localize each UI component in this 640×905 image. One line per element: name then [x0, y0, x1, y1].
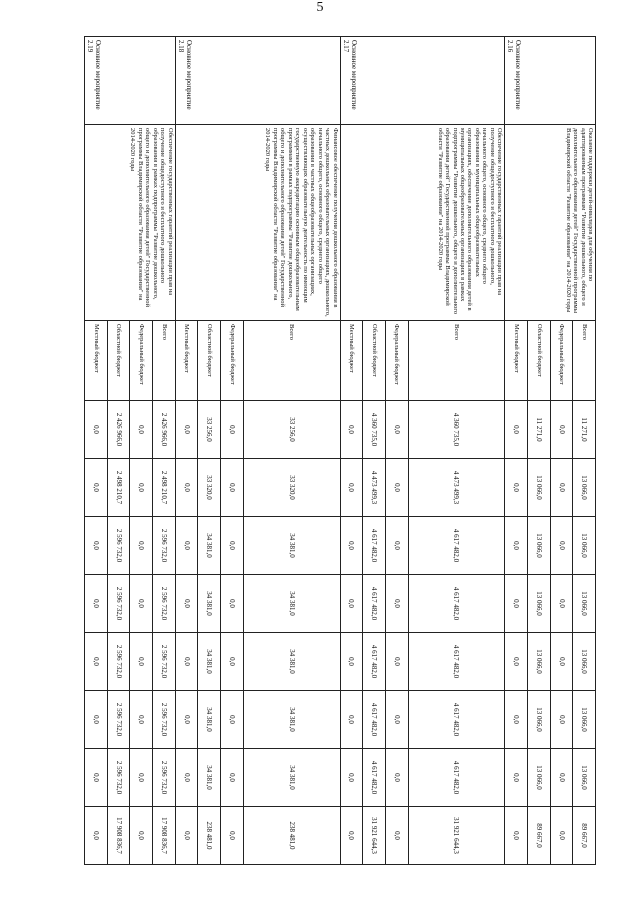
measure-name: Обеспечение государственных гарантий реализации прав на получение общедоступного и бесплатного дошкольного образования в рамках подпрограммы "Развитие дошкольного, общего и дополнительного образования детей" Государственной программы Владимирской области "Развитие образования" на 2014-2020 годы — [85, 125, 176, 321]
year-value-cell: 0,0 — [550, 459, 573, 517]
year-value-cell: 13 066,0 — [528, 691, 551, 749]
year-value-cell: 13 066,0 — [528, 459, 551, 517]
total-cell: 31 921 644,3 — [363, 807, 386, 865]
year-value-cell: 0,0 — [175, 749, 198, 807]
year-value-cell: 0,0 — [550, 401, 573, 459]
year-value-cell: 34 381,0 — [198, 749, 221, 807]
year-value-cell: 4 617 482,0 — [363, 691, 386, 749]
year-value-cell: 34 381,0 — [198, 691, 221, 749]
year-value-cell: 0,0 — [221, 691, 244, 749]
year-value-cell: 0,0 — [221, 575, 244, 633]
year-value-cell: 0,0 — [175, 575, 198, 633]
year-value-cell: 0,0 — [85, 517, 108, 575]
year-value-cell: 34 381,0 — [243, 749, 340, 807]
total-cell: 0,0 — [340, 807, 363, 865]
year-value-cell: 34 381,0 — [243, 691, 340, 749]
funding-source: Областной бюджет — [107, 321, 130, 401]
year-value-cell: 0,0 — [130, 633, 153, 691]
year-value-cell: 0,0 — [385, 633, 408, 691]
total-cell: 0,0 — [175, 807, 198, 865]
year-value-cell: 0,0 — [130, 691, 153, 749]
funding-source: Федеральный бюджет — [550, 321, 573, 401]
year-value-cell: 4 617 482,0 — [408, 575, 505, 633]
year-value-cell: 0,0 — [85, 575, 108, 633]
year-value-cell: 4 617 482,0 — [363, 749, 386, 807]
funding-source: Всего — [153, 321, 176, 401]
year-value-cell: 34 381,0 — [243, 517, 340, 575]
year-value-cell: 13 066,0 — [573, 633, 596, 691]
table-row — [243, 37, 340, 865]
year-value-cell: 0,0 — [175, 517, 198, 575]
year-value-cell: 13 066,0 — [573, 749, 596, 807]
year-value-cell: 33 320,0 — [198, 459, 221, 517]
year-value-cell: 13 066,0 — [528, 633, 551, 691]
year-value-cell: 0,0 — [550, 517, 573, 575]
year-value-cell: 33 256,0 — [243, 401, 340, 459]
funding-source: Областной бюджет — [363, 321, 386, 401]
year-value-cell: 4 360 735,0 — [363, 401, 386, 459]
year-value-cell: 4 617 482,0 — [363, 575, 386, 633]
year-value-cell: 11 271,0 — [573, 401, 596, 459]
total-cell: 0,0 — [505, 807, 528, 865]
year-value-cell: 0,0 — [505, 749, 528, 807]
year-value-cell: 2 596 732,0 — [107, 517, 130, 575]
year-value-cell: 0,0 — [130, 575, 153, 633]
year-value-cell: 0,0 — [385, 691, 408, 749]
measure-code: Основное мероприятие 2.19 — [85, 37, 176, 125]
year-value-cell: 0,0 — [505, 691, 528, 749]
year-value-cell: 0,0 — [221, 749, 244, 807]
year-value-cell: 0,0 — [385, 401, 408, 459]
year-value-cell: 4 473 499,3 — [363, 459, 386, 517]
year-value-cell: 13 066,0 — [573, 517, 596, 575]
year-value-cell: 0,0 — [505, 633, 528, 691]
year-value-cell: 4 617 482,0 — [408, 517, 505, 575]
year-value-cell: 34 381,0 — [198, 575, 221, 633]
year-value-cell: 13 066,0 — [573, 575, 596, 633]
year-value-cell: 34 381,0 — [243, 633, 340, 691]
year-value-cell: 34 381,0 — [198, 633, 221, 691]
year-value-cell: 2 426 966,0 — [107, 401, 130, 459]
funding-source: Областной бюджет — [198, 321, 221, 401]
year-value-cell: 0,0 — [340, 575, 363, 633]
year-value-cell: 0,0 — [175, 691, 198, 749]
year-value-cell: 2 498 210,7 — [153, 459, 176, 517]
year-value-cell: 2 426 966,0 — [153, 401, 176, 459]
year-value-cell: 33 320,0 — [243, 459, 340, 517]
year-value-cell: 0,0 — [175, 633, 198, 691]
year-value-cell: 34 381,0 — [243, 575, 340, 633]
year-value-cell: 0,0 — [505, 517, 528, 575]
total-cell: 238 481,0 — [243, 807, 340, 865]
measure-code: Основное мероприятие 2.18 — [175, 37, 340, 125]
year-value-cell: 0,0 — [550, 691, 573, 749]
year-value-cell: 13 066,0 — [528, 749, 551, 807]
total-cell: 0,0 — [221, 807, 244, 865]
year-value-cell: 2 596 732,0 — [107, 575, 130, 633]
year-value-cell: 0,0 — [385, 575, 408, 633]
total-cell: 89 667,0 — [573, 807, 596, 865]
funding-table — [84, 36, 596, 865]
year-value-cell: 4 617 482,0 — [363, 517, 386, 575]
year-value-cell: 2 596 732,0 — [153, 575, 176, 633]
funding-source: Областной бюджет — [528, 321, 551, 401]
total-cell: 17 908 836,7 — [107, 807, 130, 865]
year-value-cell: 0,0 — [340, 749, 363, 807]
year-value-cell: 13 066,0 — [573, 459, 596, 517]
total-cell: 238 481,0 — [198, 807, 221, 865]
year-value-cell: 4 473 499,3 — [408, 459, 505, 517]
measure-name: Оказание поддержки детей-инвалидов для обучения по адаптированным программам "Развитие дошкольного, общего и дополнительного образования детей" Государственной программы Владимирской области "Развитие образования" на 2014-2020 годы — [505, 125, 596, 321]
year-value-cell: 0,0 — [505, 459, 528, 517]
year-value-cell: 34 381,0 — [198, 517, 221, 575]
year-value-cell: 0,0 — [505, 401, 528, 459]
funding-source: Местный бюджет — [340, 321, 363, 401]
year-value-cell: 0,0 — [550, 633, 573, 691]
year-value-cell: 0,0 — [130, 459, 153, 517]
total-cell: 31 921 644,3 — [408, 807, 505, 865]
total-cell: 89 667,0 — [528, 807, 551, 865]
year-value-cell: 0,0 — [175, 459, 198, 517]
measure-code: Основное мероприятие 2.16 — [505, 37, 596, 125]
year-value-cell: 2 596 732,0 — [153, 517, 176, 575]
year-value-cell: 0,0 — [85, 459, 108, 517]
year-value-cell: 4 617 482,0 — [363, 633, 386, 691]
year-value-cell: 4 617 482,0 — [408, 749, 505, 807]
year-value-cell: 13 066,0 — [573, 691, 596, 749]
funding-source: Федеральный бюджет — [385, 321, 408, 401]
funding-source: Федеральный бюджет — [130, 321, 153, 401]
year-value-cell: 33 256,0 — [198, 401, 221, 459]
year-value-cell: 4 360 735,0 — [408, 401, 505, 459]
total-cell: 0,0 — [550, 807, 573, 865]
year-value-cell: 2 596 732,0 — [107, 691, 130, 749]
total-cell: 17 908 836,7 — [153, 807, 176, 865]
year-value-cell: 0,0 — [385, 517, 408, 575]
year-value-cell: 2 596 732,0 — [107, 633, 130, 691]
year-value-cell: 0,0 — [550, 575, 573, 633]
measure-name: Финансовое обеспечение получения дошкольного образования в частных дошкольных образовательных организациях, дошкольного, начального общего, основного общего, среднего общего образования в частных общеобразовательных организациях, осуществляющих образовательную деятельность по имеющим государственную аккредитацию основным общеобразовательным программам в рамках подпрограммы "Развитие дошкольного, общего и дополнительного образования детей" Государственной программы Владимирской области "Развитие образования" на 2014-2020 годы — [175, 125, 340, 321]
funding-source: Всего — [573, 321, 596, 401]
year-value-cell: 0,0 — [385, 749, 408, 807]
year-value-cell: 0,0 — [221, 401, 244, 459]
year-value-cell: 0,0 — [340, 633, 363, 691]
year-value-cell: 0,0 — [385, 459, 408, 517]
year-value-cell: 2 596 732,0 — [107, 749, 130, 807]
table-row — [573, 37, 596, 865]
total-cell: 0,0 — [385, 807, 408, 865]
total-cell: 0,0 — [85, 807, 108, 865]
total-cell: 0,0 — [130, 807, 153, 865]
year-value-cell: 0,0 — [221, 459, 244, 517]
year-value-cell: 2 498 210,7 — [107, 459, 130, 517]
measure-code: Основное мероприятие 2.17 — [340, 37, 505, 125]
funding-source: Всего — [408, 321, 505, 401]
year-value-cell: 0,0 — [130, 401, 153, 459]
year-value-cell: 0,0 — [175, 401, 198, 459]
year-value-cell: 0,0 — [340, 691, 363, 749]
funding-source: Местный бюджет — [175, 321, 198, 401]
year-value-cell: 0,0 — [340, 459, 363, 517]
year-value-cell: 11 271,0 — [528, 401, 551, 459]
year-value-cell: 0,0 — [505, 575, 528, 633]
year-value-cell: 0,0 — [130, 749, 153, 807]
page-number: 5 — [316, 0, 324, 15]
year-value-cell: 13 066,0 — [528, 575, 551, 633]
year-value-cell: 0,0 — [340, 401, 363, 459]
year-value-cell: 0,0 — [85, 633, 108, 691]
rotated-table-container — [84, 36, 596, 864]
funding-source: Всего — [243, 321, 340, 401]
table-row — [153, 37, 176, 865]
year-value-cell: 0,0 — [85, 691, 108, 749]
funding-source: Федеральный бюджет — [221, 321, 244, 401]
measure-name: Обеспечение государственных гарантий реализации прав на получение общедоступного и бесплатного дошкольного, начального общего, основного общего, среднего общего образования в муниципальных общеобразовательных организациях, обеспечение дополнительного образования детей в муниципальных общеобразовательных организациях в рамках подпрограммы "Развитие дошкольного, общего и дополнительного образования детей" Государственной программы Владимирской области "Развитие образования" на 2014-2020 годы — [340, 125, 505, 321]
funding-source: Местный бюджет — [85, 321, 108, 401]
year-value-cell: 0,0 — [221, 517, 244, 575]
year-value-cell: 0,0 — [130, 517, 153, 575]
funding-source: Местный бюджет — [505, 321, 528, 401]
year-value-cell: 2 596 732,0 — [153, 749, 176, 807]
year-value-cell: 0,0 — [85, 749, 108, 807]
year-value-cell: 0,0 — [550, 749, 573, 807]
year-value-cell: 2 596 732,0 — [153, 633, 176, 691]
year-value-cell: 2 596 732,0 — [153, 691, 176, 749]
year-value-cell: 0,0 — [221, 633, 244, 691]
table-row — [408, 37, 505, 865]
year-value-cell: 0,0 — [340, 517, 363, 575]
year-value-cell: 0,0 — [85, 401, 108, 459]
year-value-cell: 4 617 482,0 — [408, 691, 505, 749]
year-value-cell: 4 617 482,0 — [408, 633, 505, 691]
year-value-cell: 13 066,0 — [528, 517, 551, 575]
